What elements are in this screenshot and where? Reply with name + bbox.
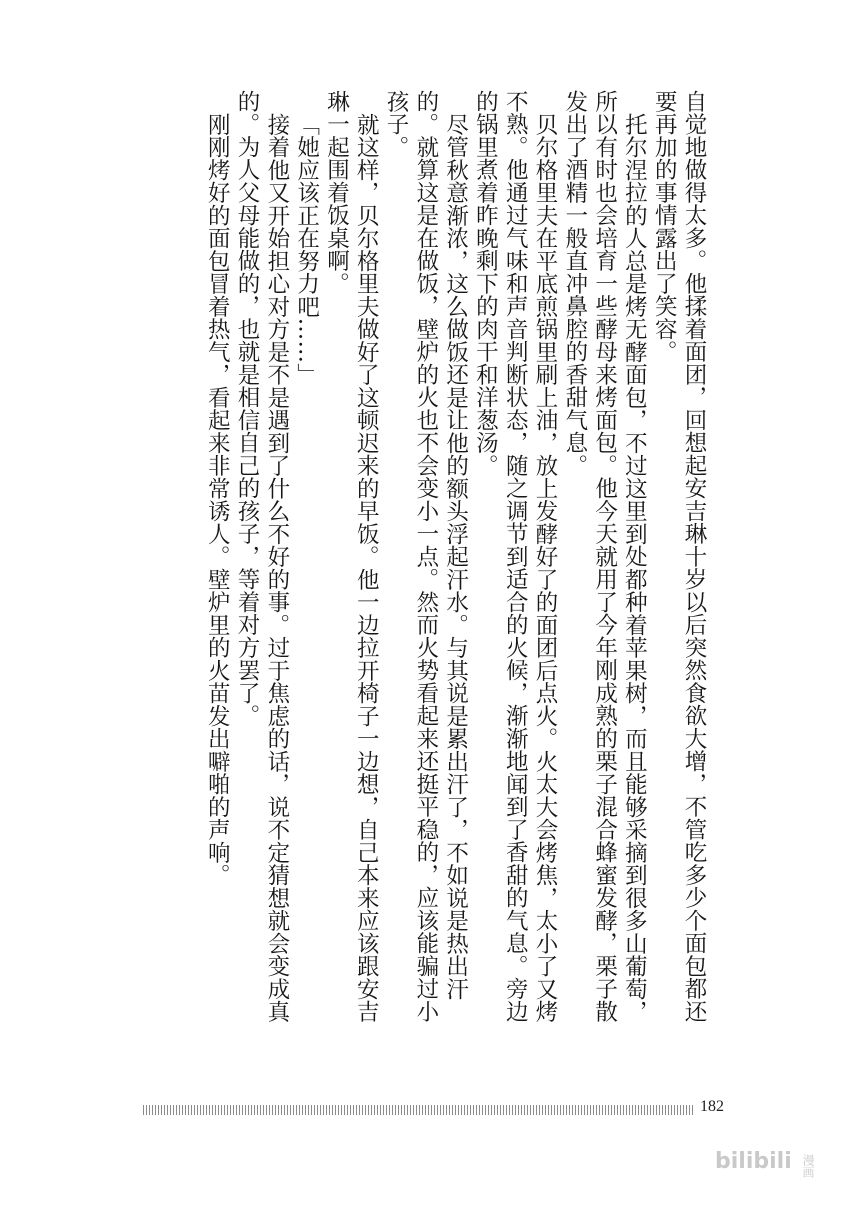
dialogue-line: 「她应该正在努力吧……」 — [293, 112, 320, 386]
paragraph-5: 就这样，贝尔格里夫做好了这顿迟来的早饭。他一边拉开椅子一边想，自己本来应该跟安吉琳一起围着饭桌啊。 — [323, 90, 380, 1023]
paragraph-8: 刚刚烤好的面包冒着热气，看起来非常诱人。壁炉里的火苗发出噼啪的声响。 — [204, 112, 231, 886]
paragraph-2: 托尔涅拉的人总是烤无酵面包，不过这里到处都种着苹果树，而且能够采摘到很多山葡萄，所以有时也会培育一些酵母来烤面包。他今天就用了今年刚成熟的栗子混合蜂蜜发酵，栗子散发出了酒精一般直冲鼻腔的香甜气息。 — [561, 90, 648, 1023]
bilibili-logo-icon — [715, 1140, 830, 1180]
watermark-label: 漫画 — [801, 1154, 815, 1178]
paragraph-1: 自觉地做得太多。他揉着面团，回想起安吉琳十岁以后突然食欲大增，不管吃多少个面包都还要再加的事情露出了笑容。 — [651, 90, 707, 1023]
page-number: 182 — [700, 1098, 724, 1115]
paragraph-4: 尽管秋意渐浓，这么做饭还是让他的额头浮起汗水。与其说是累出汗了，不如说是热出汗的。就算这是在做饭，壁炉的火也不会变小一点。然而火势看起来还挺平稳的，应该能骗过小孩子。 — [383, 90, 469, 1023]
paragraph-3: 贝尔格里夫在平底煎锅里刷上油，放上发酵好了的面团后点火。火太大会烤焦，太小了又烤不熟。他通过气味和声音判断状态，随之调节到适合的火候，渐渐地闻到了香甜的气息。旁边的锅里煮着昨晚剩下的肉干和洋葱汤。 — [472, 90, 559, 1023]
bilibili-manga-watermark — [715, 1140, 830, 1180]
footer-hatched-rule — [143, 1105, 693, 1115]
vertical-text-body — [201, 90, 708, 1030]
watermark-logo-text: bilibili — [715, 1149, 792, 1174]
paragraph-7: 接着他又开始担心对方是不是遇到了什么不好的事。过于焦虑的话，说不定猜想就会变成真的。为人父母能做的，也就是相信自己的孩子，等着对方罢了。 — [234, 90, 290, 1023]
